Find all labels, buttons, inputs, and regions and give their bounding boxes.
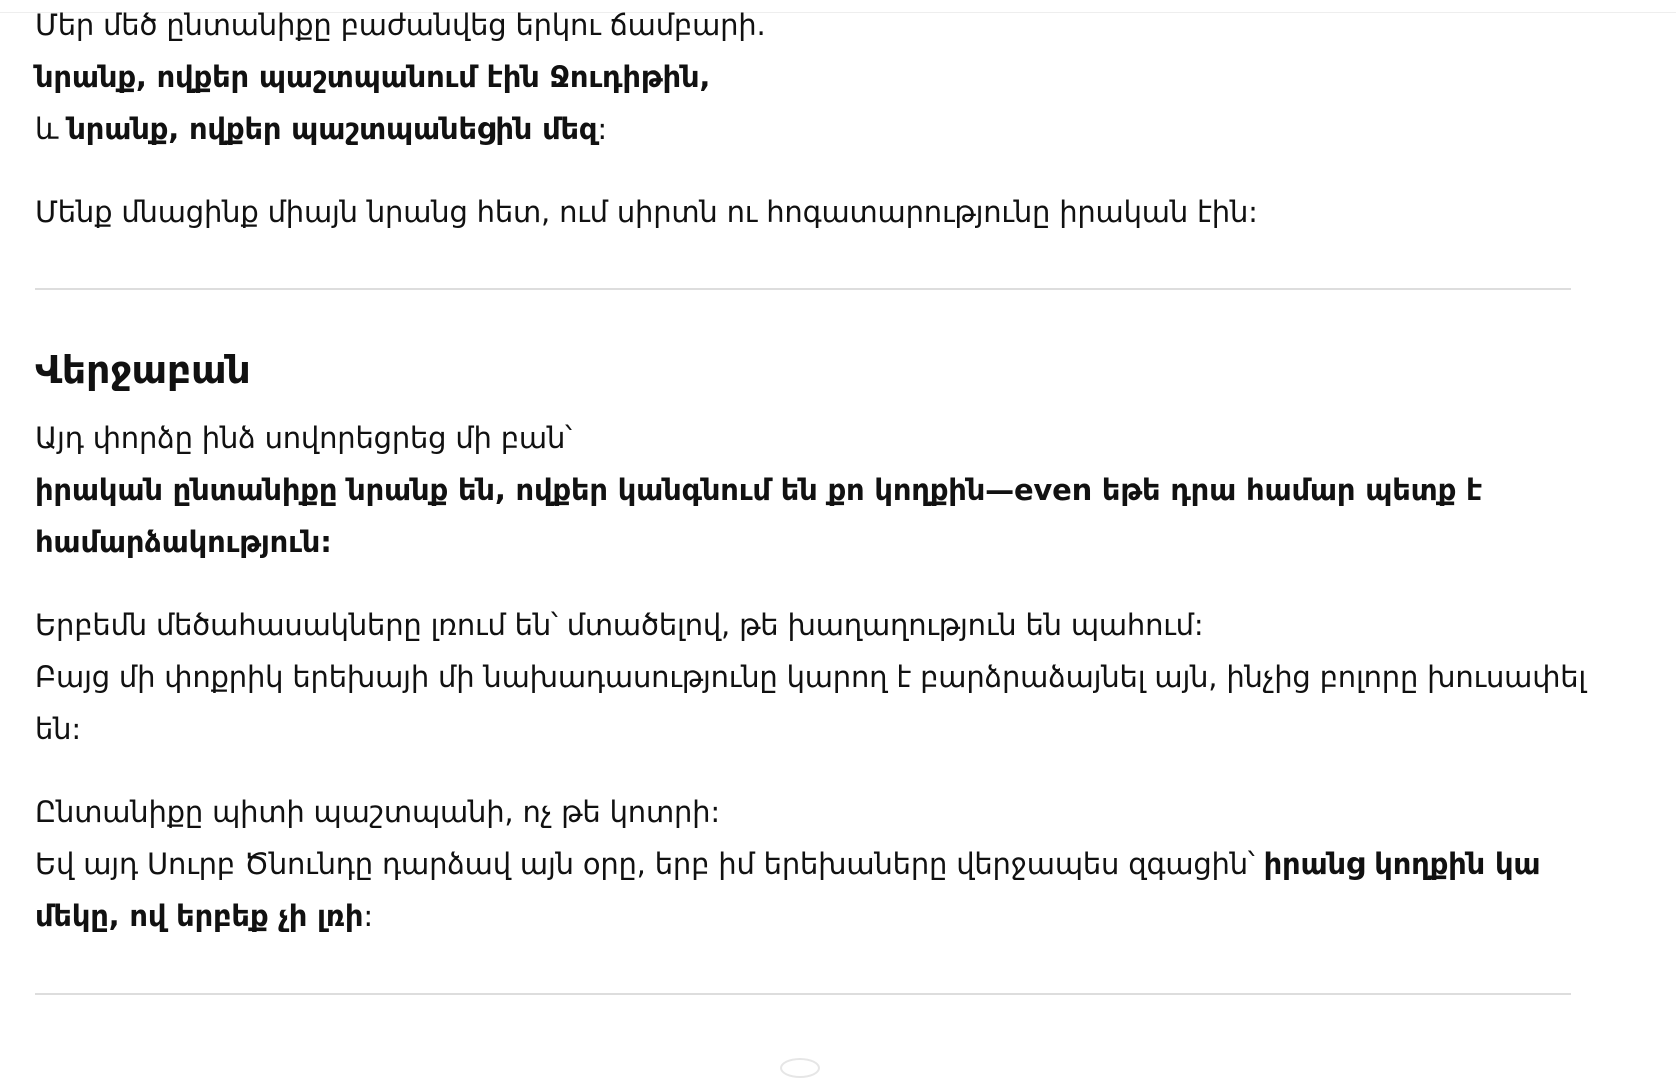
- paragraph-line: Մեր մեծ ընտանիքը բաժանվեց երկու ճամբարի.: [35, 8, 766, 42]
- paragraph-line-bold: [35, 522, 332, 562]
- plain-text: Եվ այդ Սուրբ Ծնունդը դարձավ այն օրը, երբ իմ երեխաները վերջապես զգացին՝: [35, 847, 1264, 881]
- plain-text: և: [35, 112, 68, 146]
- paragraph-line: [35, 896, 373, 936]
- paragraph-line: [35, 844, 1540, 884]
- bold-text: մեկը, ով երբեք չի լռի: [35, 899, 364, 933]
- scroll-indicator-icon: [780, 1058, 820, 1078]
- bold-text: նրանք, ովքեր պաշտպանում էին Ջուդիթին,: [35, 60, 711, 94]
- plain-text: :: [597, 112, 607, 146]
- section-heading: Վերջաբան: [35, 348, 251, 392]
- paragraph-line: [35, 109, 607, 149]
- bold-text: իրանց կողքին կա: [1263, 847, 1541, 881]
- plain-text: :: [363, 899, 373, 933]
- bold-text: նրանք, ովքեր պաշտպանեցին մեզ: [67, 112, 598, 146]
- paragraph: Մենք մնացինք միայն նրանց հետ, ում սիրտն ու հոգատարությունը իրական էին:: [35, 195, 1258, 229]
- paragraph-line: Այդ փորձը ինձ սովորեցրեց մի բան՝: [35, 421, 572, 455]
- section-divider: [35, 993, 1571, 995]
- bold-text: համարձակություն:: [35, 525, 332, 559]
- paragraph-line: են:: [35, 712, 81, 746]
- paragraph-line: Ընտանիքը պիտի պաշտպանի, ոչ թե կոտրի:: [35, 795, 720, 829]
- paragraph-line: Երբեմն մեծահասակները լռում են՝ մտածելով, թե խաղաղություն են պահում:: [35, 608, 1204, 642]
- paragraph-line: Բայց մի փոքրիկ երեխայի մի նախադասությունը կարող է բարձրաձայնել այն, ինչից բոլորը խուսափել: [35, 660, 1587, 694]
- paragraph-line-bold: [35, 470, 1482, 510]
- section-divider: [35, 288, 1571, 290]
- bold-text: իրական ընտանիքը նրանք են, ովքեր կանգնում են քո կողքին—even եթե դրա համար պետք է: [35, 473, 1483, 507]
- paragraph-line-bold: [35, 57, 710, 97]
